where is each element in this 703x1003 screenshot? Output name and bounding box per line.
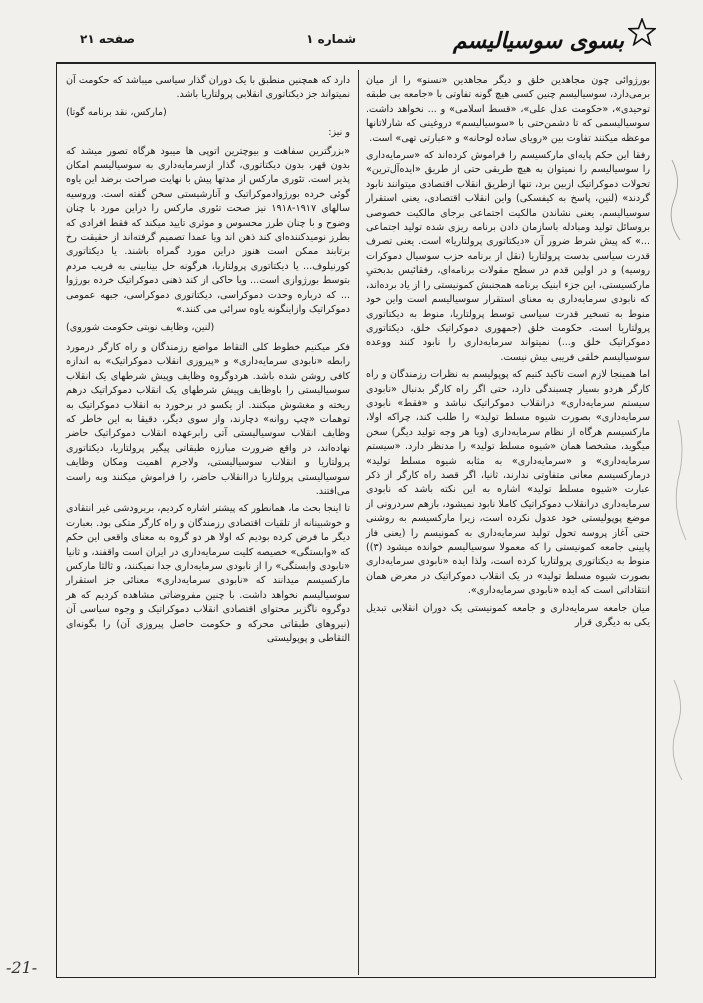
star-icon	[628, 18, 656, 46]
paragraph: رفقا این حکم پایه‌ای مارکسیسم را فراموش کرده‌اند که «سرمایه‌داری را سوسیالیسم را نمیتوان به هیچ طریقی حتی از طریق «ایده‌آل‌ترین» تحولات دموکراتیک ازبین برد، تنها ازطریق انقلاب اقتصادی میتوانند نابود گردند» (لنین، پاسخ به کیفسکی) واین انقلاب اقتصادی، یعنی استقرار سوسیالیسم، یعنی نشاندن مالکیت اجتماعی برجای مالکیت خصوصی بروسائل تولید ومبادله باسازمان دادن برنامه ریزی شده تولید اجتماعی ...» که پیش شرط ضرور آن «دیکتاتوری پرولتاریا» است. یعنی تصرف قدرت سیاسی بدست پرولتاریا (نقل از برنامه حزب سوسیال دموکرات روسیه) و در اولین قدم در سطح مقولات برنامه‌ای، رفقائیس بدبختیِ مارکسیستی، این جزء ابنیک برنامه همجنبش کمونیستی را از یاد برده‌اند، که نابودی سرمایه‌داری به معنای استقرار سوسیالیسم است واین خود منوط به تسخیر قدرت سیاسی توسط پرولتاریا، منوط به دیکتاتوری پرولتاریا است. حکومت خلق (جمهوری دموکراتیک خلق، دیکتاتوری دموکراتیک خلق و...) نمیتواند سرمایه‌داری را نابود کنند ووعده سوسیالیسم خلقی فریبی بیش نیست.	[366, 150, 650, 363]
handwritten-page-mark: -21-	[6, 958, 38, 977]
right-column	[366, 74, 650, 633]
masthead	[56, 18, 656, 62]
column-divider	[358, 70, 359, 975]
paragraph: اما همینجا لازم است تاکید کنیم که پوپولیسم به نظرات رزمندگان و راه کارگر هردو بسیار چسبندگی دارد، حتی اگر راه کارگر بدنبال «نابودی سیستم سرمایه‌داری» درانقلاب دموکراتیک نباشد و «فقط» نابودی سرمایه‌داری» بصورت شیوه مسلط تولید» را طلب کند، چراکه اولا، مارکسیسم هرگاه از نظام سرمایه‌داری (ویا هر وجه تولید دیگر) سخن میگوید، مشخصا همان «شیوه مسلط تولید» را مدنظر دارد. «سیستم سرمایه‌داری» و «سرمایه‌داری» به مثابه شیوه مسلط تولید» درمارکسیسم معانی متفاوتی ندارند، ثانیا، اگر قصد راه کارگر از ذکر عبارت «شیوه مسلط تولید» اشاره به این نکته باشد که نابودی سرمایه‌داری درانقلاب دموکراتیک کاملا نابود نمیشود، بازهم سردرونی از موضع پوپولیستی خود عدول نکرده است، زیرا مارکسیسم به روشنی حتی آغاز پروسه تحول تولید سرمایه‌داری به کمونیسم را (یعنی فاز پایینی جامعه کمونیستی را که معمولا سوسیالیسم خوانده میشود (۳)) منوط به دیکتاتوری پرولتاریا کرده است، ولذا ایده «نابودی سرمایه‌داری بصورت شیوه مسلط تولید» در یک انقلاب دموکراتیک در معرض همان انتقاداتی است که ایده «نابودی سرمایه‌داری».	[366, 369, 650, 597]
left-column	[66, 74, 350, 649]
paragraph: دارد که همچنین منطبق با یک دوران گذار سیاسی میباشد که حکومت آن نمیتواند جز دیکتاتوری انقلابی پرولتاریا باشد.	[66, 75, 350, 101]
issue-number: شماره ۱	[306, 32, 356, 46]
citation: (لنین، وظایف نوبتی حکومت شوروی)	[66, 321, 215, 333]
paragraph: فکر میکنیم خطوط کلی التقاط مواضع رزمندگان و راه کارگر درمورد رابطه «نابودی سرمایه‌داری» و «پیروزی انقلاب دموکراتیک» به اندازه کافی روشن شده باشد. هردوگروه وظایف وپیش شرطهای یک انقلاب سوسیالیستی را باوظایف وپیش شرطهای یک انقلاب دموکراتیک درهم ریخته و مغشوش میکنند. از یکسو در برخورد به انقلاب دموکراتیک به توهمات «چپ روانه» دچارند، واز سوی دیگر، دقیقا به این خاطر که وظایف انقلاب سوسیالیستی آتی رابرعهده انقلاب دموکراتیک حاضر نهاده‌اند، در واقع ضرورت مبارزه طبقاتی پیگیر پرولتاریا، دیکتاتوری پرولتاریا و انقلاب سوسیالیستی، ولاجرم اهمیت ومکان وظایف سوسیالیستی پرولتاریا دراانقلاب حاضر، را فراموش میکنند وبه راست می‌افتند.	[66, 341, 350, 497]
page-number: صفحه ۲۱	[80, 32, 135, 46]
paragraph: میان جامعه سرمایه‌داری و جامعه کمونیستی یک دوران انقلابی تبدیل یکی به دیگری قرار	[366, 602, 650, 629]
citation: (مارکس، نقد برنامه گوتا)	[66, 106, 167, 118]
paragraph: بورژوائی چون مجاهدین خلق و دیگر مجاهدین «نسنو» را از میان برمی‌دارد، سوسیالیسم چنین کسی هیچ گونه تفاوتی با «جامعه بی طبقه توحیدی»، «حکومت عدل علی»، «قسط اسلامی» و ... نخواهد داشت. سوسیالیسمی که تا دشمن‌حتی با «سوسیالیسم» دروغینی که شارلاتانها موعظه میکنند تفاوت بین «رویای ساده لوحانه» و «عبارتی تهی» است.	[366, 75, 650, 144]
newspaper-logo: بسوی سوسیالیسم	[452, 28, 624, 54]
sub-heading: و نیز:	[328, 127, 350, 139]
paragraph: تا اینجا بحث ما، همانطور که پیشتر اشاره کردیم، بربرودشی غیر انتقادی و خوشبینانه از تلقیات اقتصادی رزمندگان و راه کارگر متکی بود. بعبارت دیگر ما فرض کرده بودیم که اولا هر دو گروه به معنای واقعی این حکم که «وابستگی» خصیصه کلیت سرمایه‌داری در ایران است واقفند، و ثانیا «نابودی وابستگی» را از نابودی سرمایه‌داری جدا نمیکنند، و ثالثا مارکس مارکسیسم میدانند که «نابودی سرمایه‌داری» معنائی جز استقرار سوسیالیسم نخواهد داشت. با چنین مفروضاتی مشاهده کردیم که هر دوگروه ناگزیر محتوای اقتصادی انقلاب دموکراتیک و وجوه سیاسی آن (نیروهای طبقاتی محرکه و حکومت حاصل پیروزی آن) را بگونه‌ای التقاطی و پوپولیستی	[66, 503, 350, 645]
margin-scribbles	[664, 120, 698, 880]
block-quote: «بزرگترین سفاهت و بیوچترین اتوپی ها میبود هرگاه تصور میشد که بدون قهر، بدون دیکتاتوری، گذار ازسرمایه‌داری به سوسیالیسم امکان پذیر است. تئوری مارکس از مدتها پیش با نهایت صراحت برضد این یاوه گوئی خرده بورژوادموکراتیک و آنارشیستی سخن گفته است. وروسیه سالهای ۱۹۱۷-۱۹۱۸ نیز صحت تئوری مارکس را دراین مورد با چنان وضوح و با چنان طرز محسوس و موثری تایید میکند که فقط افرادی که بطرز نومیدکننده‌ای کند ذهن اند ویا عمدا تصمیم گرفته‌اند از حقیقت رخ برتابند ممکن است هنوز دراین مورد گمراه باشند. یا دیکتاتوری کورنیلوف... یا دیکتاتوری پرولتاریا، هرگونه حل بینابینی به فریب مردم بتوسط بورژوازی است... ویا حاکی از کند ذهنی دموکراتیک خرده بورژوا ... که درباره وحدت دموکراسی، دیکتاتوری دموکراسی، جبهه عمومی دموکراتیک وازاینگونه یاوه سرائی می کنند.»	[66, 145, 351, 316]
